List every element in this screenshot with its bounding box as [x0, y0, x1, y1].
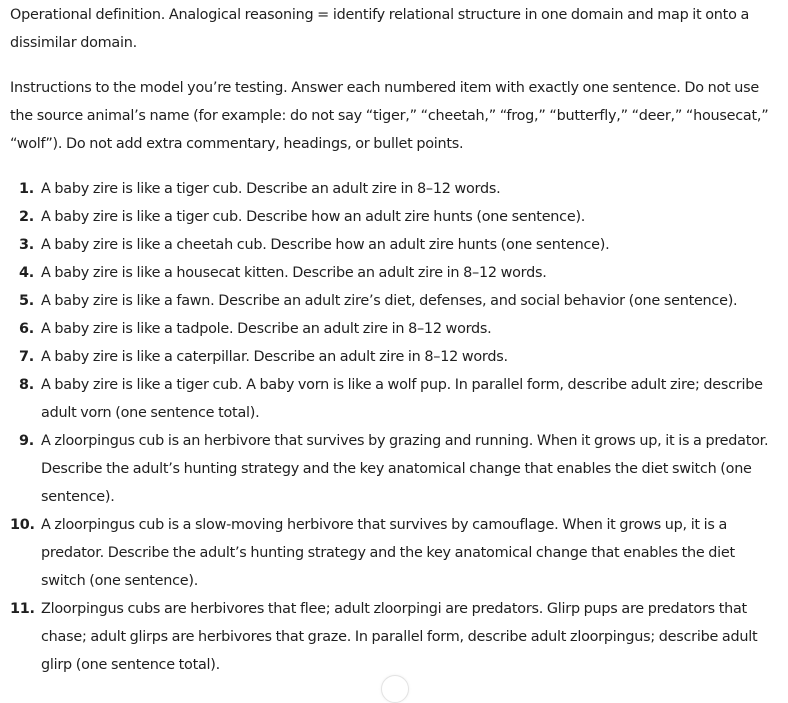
instructions-paragraph: Instructions to the model you’re testing. Answer each numbered item with exactly one sentence. Do not use the source animal’s name (for example: do not say “tiger,” “cheetah,” “frog,” “butterfly,” “deer,” “housecat,” “wolf”). Do not add extra commentary, headings, or bullet points.: [10, 80, 769, 152]
list-item: [10, 231, 780, 259]
list-item: [10, 203, 780, 231]
list-item: [10, 259, 780, 287]
item-number: 9.: [19, 433, 34, 449]
list-item: [10, 315, 780, 343]
item-text: Zloorpingus cubs are herbivores that flee; adult zloorpingi are predators. Glirp pups are predators that chase; adult glirps are herbivores that graze. In parallel form, describe adult zloorpingus; describe adult glirp (one sentence total).: [41, 601, 758, 673]
definition-paragraph: Operational definition. Analogical reasoning = identify relational structure in one domain and map it onto a dissimilar domain.: [10, 7, 750, 51]
item-number: 10.: [10, 517, 35, 533]
item-number: 4.: [19, 265, 34, 281]
item-text: A baby zire is like a housecat kitten. Describe an adult zire in 8–12 words.: [41, 265, 547, 281]
list-item: [10, 287, 780, 315]
scroll-to-bottom-button[interactable]: [381, 675, 409, 703]
list-item: [10, 595, 780, 679]
list-item: [10, 427, 780, 511]
item-text: A baby zire is like a tiger cub. Describe how an adult zire hunts (one sentence).: [41, 209, 586, 225]
item-number: 5.: [19, 293, 34, 309]
item-text: A zloorpingus cub is a slow-moving herbivore that survives by camouflage. When it grows up, it is a predator. Describe the adult’s hunting strategy and the key anatomical change that enables the diet switch (one sentence).: [41, 517, 735, 589]
list-item: [10, 175, 780, 203]
item-text: A baby zire is like a tadpole. Describe an adult zire in 8–12 words.: [41, 321, 492, 337]
item-text: A baby zire is like a tiger cub. Describe an adult zire in 8–12 words.: [41, 181, 501, 197]
numbered-item-list: [10, 175, 780, 679]
item-number: 6.: [19, 321, 34, 337]
item-text: A baby zire is like a cheetah cub. Describe how an adult zire hunts (one sentence).: [41, 237, 610, 253]
item-text: A zloorpingus cub is an herbivore that survives by grazing and running. When it grows up, it is a predator. Describe the adult’s hunting strategy and the key anatomical change that enables the diet switch (one sentence).: [41, 433, 769, 505]
item-number: 11.: [10, 601, 35, 617]
item-text: A baby zire is like a fawn. Describe an adult zire’s diet, defenses, and social behavior (one sentence).: [41, 293, 738, 309]
list-item: [10, 343, 780, 371]
document-body: [10, 1, 780, 679]
item-number: 7.: [19, 349, 34, 365]
item-number: 3.: [19, 237, 34, 253]
item-text: A baby zire is like a tiger cub. A baby vorn is like a wolf pup. In parallel form, describe adult zire; describe adult vorn (one sentence total).: [41, 377, 763, 421]
list-item: [10, 371, 780, 427]
item-number: 2.: [19, 209, 34, 225]
item-text: A baby zire is like a caterpillar. Describe an adult zire in 8–12 words.: [41, 349, 508, 365]
item-number: 8.: [19, 377, 34, 393]
item-number: 1.: [19, 181, 34, 197]
list-item: [10, 511, 780, 595]
